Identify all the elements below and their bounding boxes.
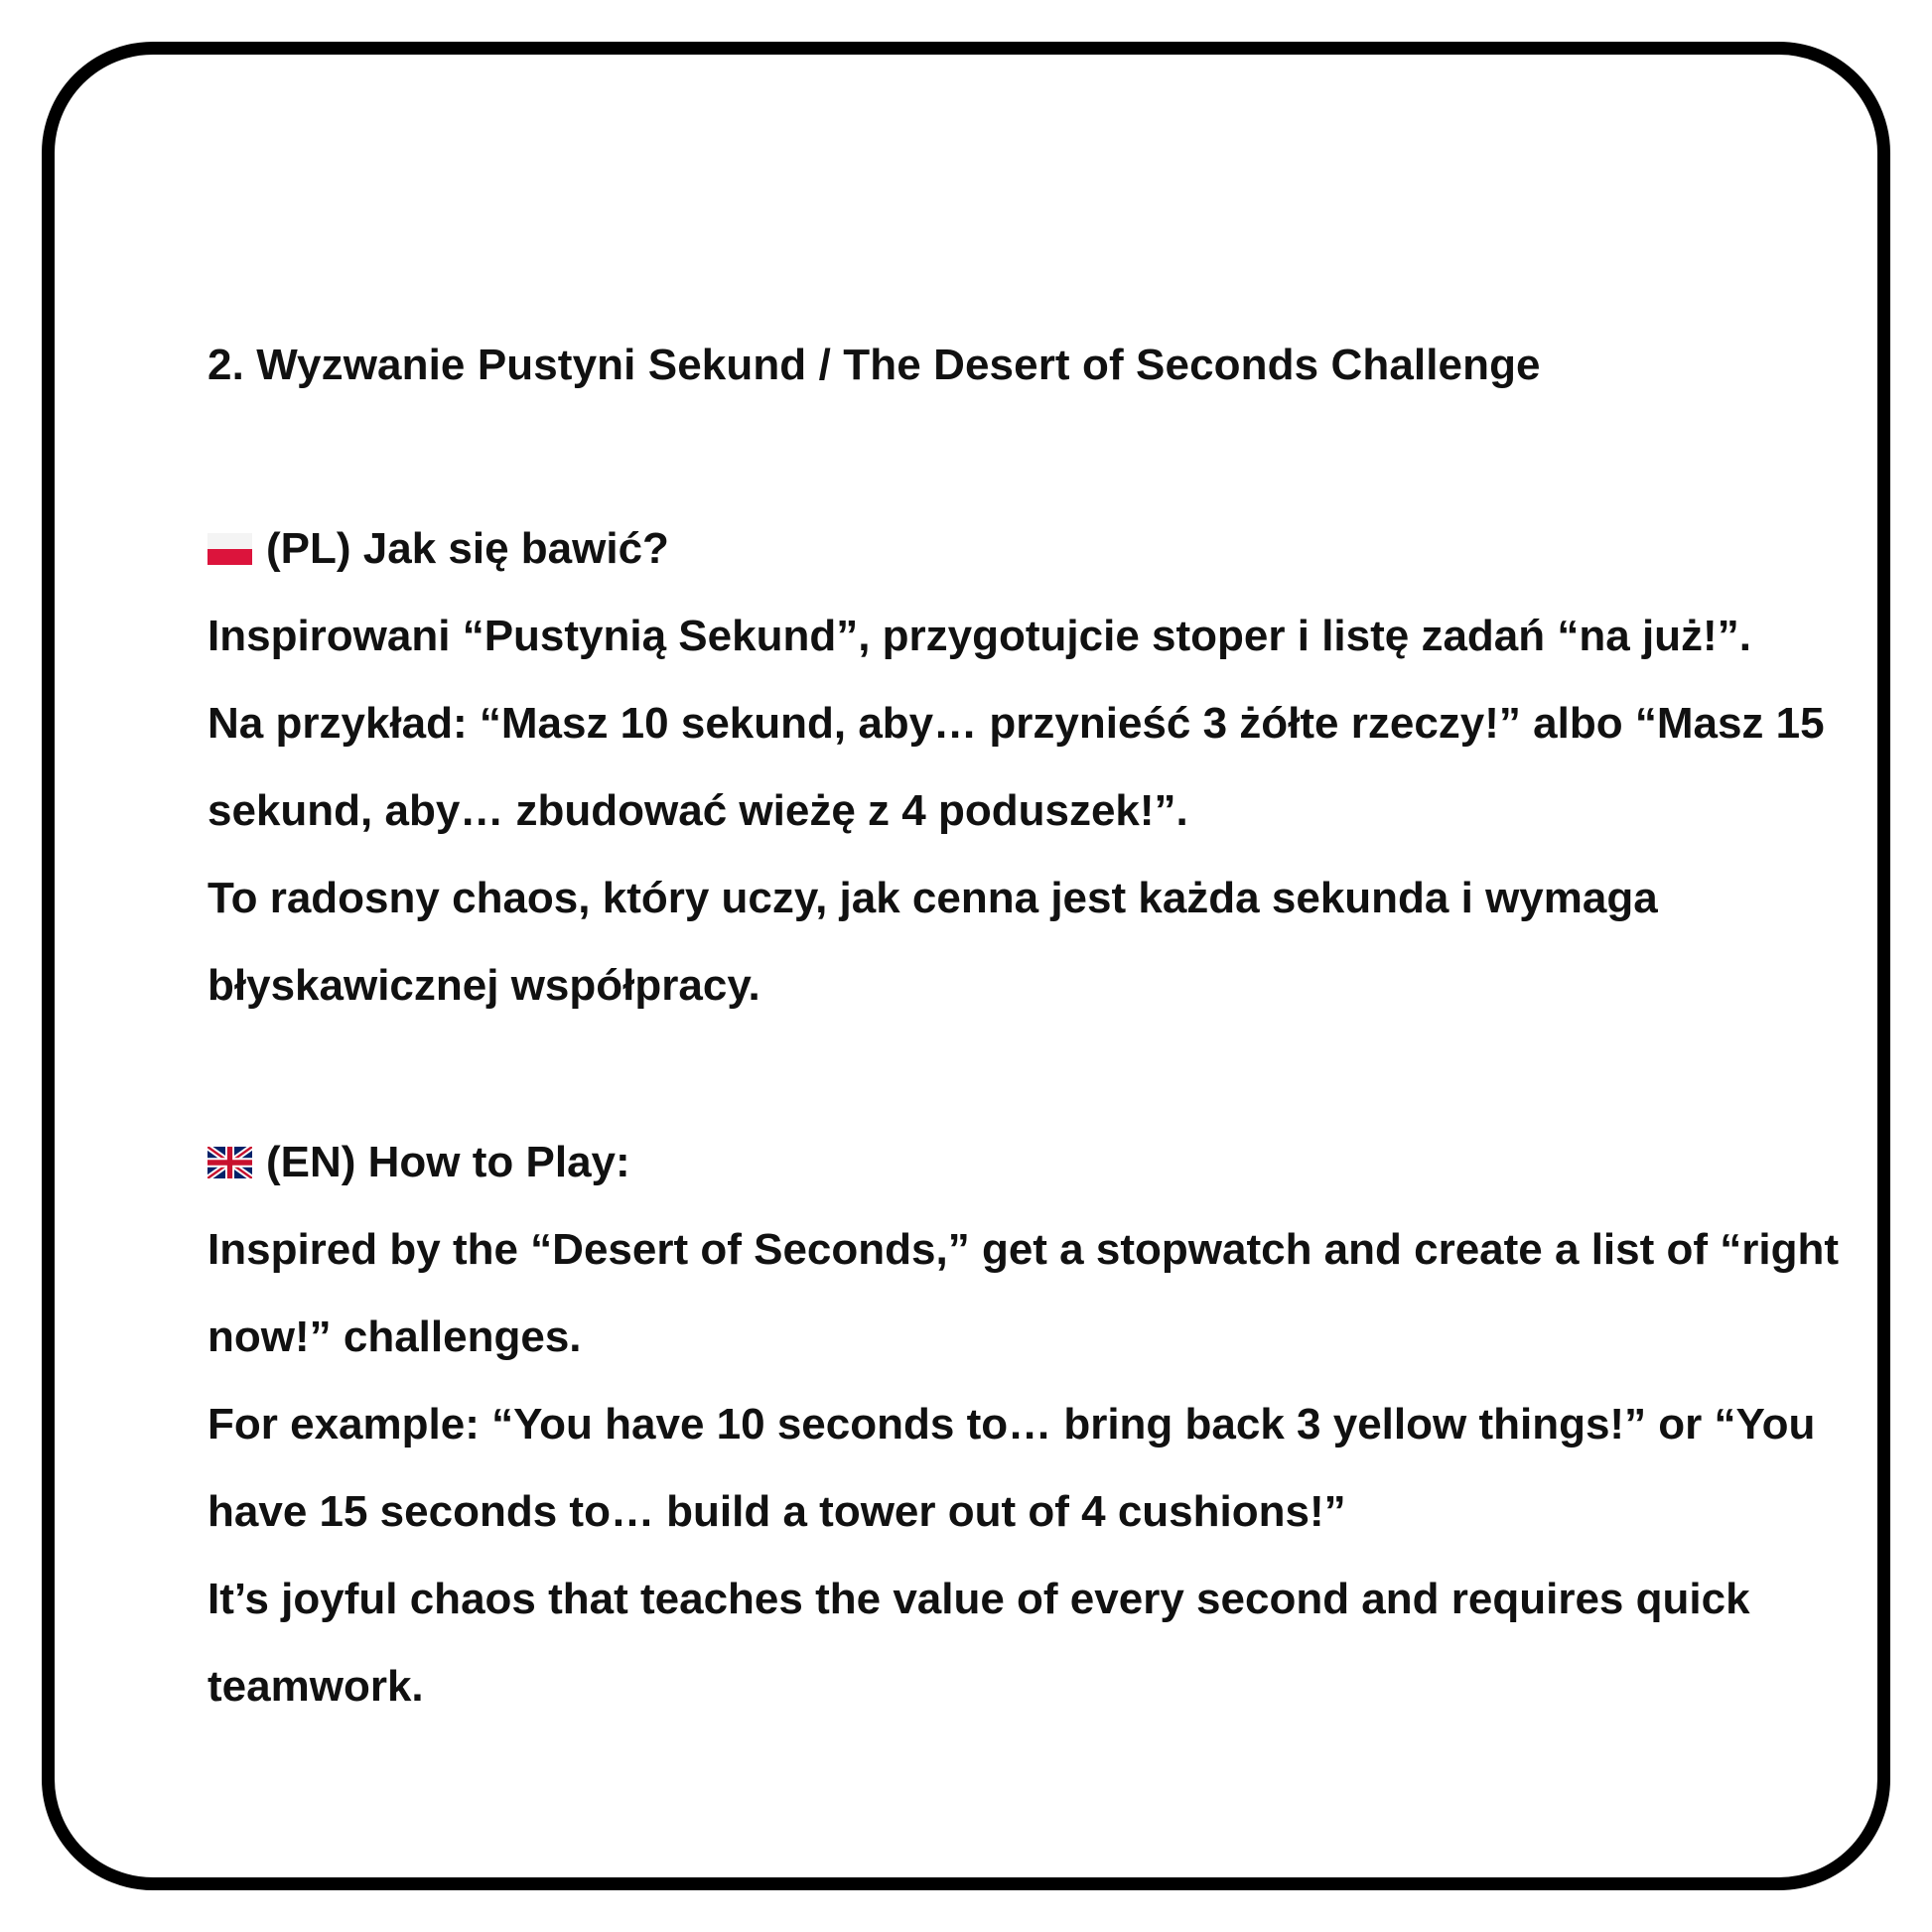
content-card bbox=[42, 42, 1890, 1890]
uk-flag-icon bbox=[207, 1147, 252, 1178]
section-heading-text: (EN) How to Play: bbox=[266, 1138, 630, 1186]
poland-flag-icon bbox=[207, 533, 252, 565]
section-heading-text: (PL) Jak się bawić? bbox=[266, 524, 669, 573]
section-english bbox=[207, 1119, 1856, 1730]
card-content bbox=[207, 331, 1856, 1730]
paragraph: Na przykład: “Masz 10 sekund, aby… przynieść 3 żółte rzeczy!” albo “Masz 15 sekund, aby… zbudować wieżę z 4 poduszek!”. bbox=[207, 699, 1825, 835]
section-heading-english bbox=[207, 1119, 1856, 1206]
page-title: 2. Wyzwanie Pustyni Sekund / The Desert of Seconds Challenge bbox=[207, 341, 1541, 389]
paragraph: Inspirowani “Pustynią Sekund”, przygotujcie stoper i listę zadań “na już!”. bbox=[207, 612, 1751, 660]
paragraph: To radosny chaos, który uczy, jak cenna jest każda sekunda i wymaga błyskawicznej współpracy. bbox=[207, 874, 1658, 1010]
section-polish bbox=[207, 505, 1856, 1030]
section-heading-polish bbox=[207, 505, 1856, 593]
paragraph: For example: “You have 10 seconds to… bring back 3 yellow things!” or “You have 15 seconds to… build a tower out of 4 cushions!” bbox=[207, 1400, 1816, 1536]
paragraph: Inspired by the “Desert of Seconds,” get a stopwatch and create a list of “right now!” challenges. bbox=[207, 1225, 1839, 1361]
paragraph: It’s joyful chaos that teaches the value of every second and requires quick teamwork. bbox=[207, 1575, 1750, 1711]
